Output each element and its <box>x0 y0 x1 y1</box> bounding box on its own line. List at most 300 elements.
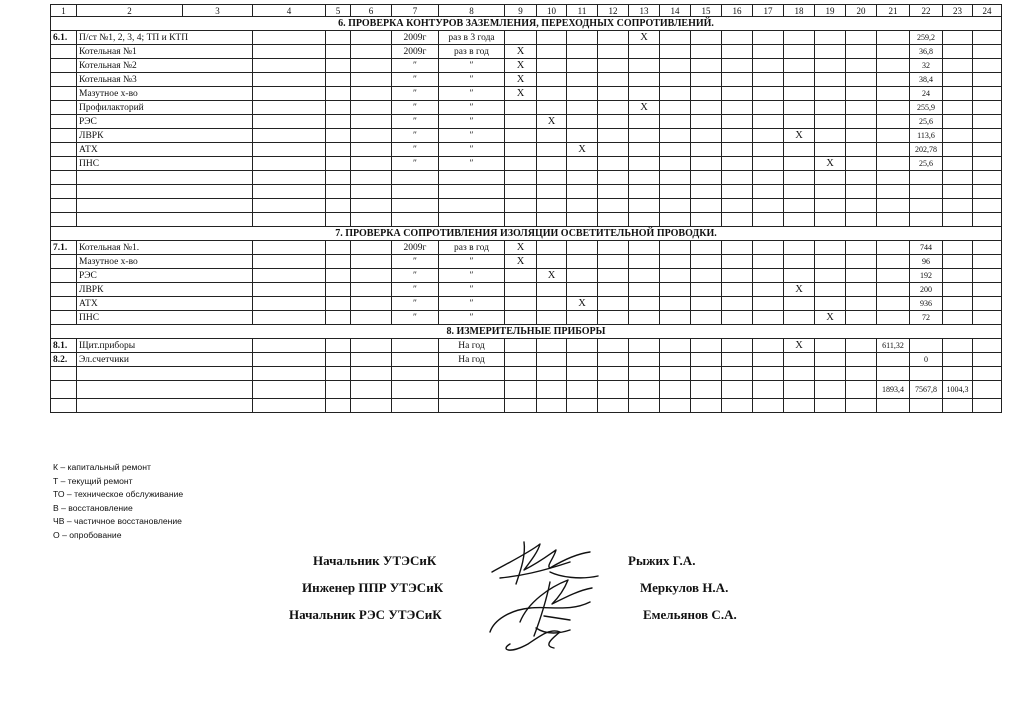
period-cell: ″ <box>439 59 505 73</box>
empty-cell <box>691 31 722 45</box>
empty-cell <box>691 269 722 283</box>
empty-cell <box>877 45 910 59</box>
schedule-mark: Х <box>815 311 846 325</box>
empty-cell <box>253 311 326 325</box>
period-cell: ″ <box>439 269 505 283</box>
empty-cell <box>629 399 660 413</box>
empty-cell <box>973 399 1002 413</box>
empty-cell <box>691 213 722 227</box>
empty-cell <box>660 283 691 297</box>
empty-cell <box>784 213 815 227</box>
empty-cell <box>846 213 877 227</box>
row-number <box>51 101 77 115</box>
empty-cell <box>753 45 784 59</box>
empty-cell <box>784 59 815 73</box>
table-row <box>51 59 1002 73</box>
table-row <box>51 339 1002 353</box>
empty-cell <box>691 185 722 199</box>
object-name: ПНС <box>77 157 253 171</box>
schedule-mark: Х <box>567 297 598 311</box>
empty-cell <box>846 269 877 283</box>
column-number: 7 <box>392 5 439 17</box>
empty-cell <box>629 311 660 325</box>
row-number <box>51 45 77 59</box>
empty-cell <box>598 31 629 45</box>
empty-cell <box>722 45 753 59</box>
empty-cell <box>351 297 392 311</box>
column-number: 8 <box>439 5 505 17</box>
table-row <box>51 87 1002 101</box>
empty-cell <box>629 59 660 73</box>
table-row <box>51 129 1002 143</box>
object-name: Профилакторий <box>77 101 253 115</box>
empty-cell <box>722 129 753 143</box>
table-row <box>51 311 1002 325</box>
empty-cell <box>439 213 505 227</box>
empty-cell <box>629 143 660 157</box>
empty-cell <box>784 171 815 185</box>
empty-cell <box>846 73 877 87</box>
empty-cell <box>326 157 351 171</box>
row-number <box>51 73 77 87</box>
empty-cell <box>537 157 567 171</box>
year-cell: ″ <box>392 283 439 297</box>
empty-cell <box>253 87 326 101</box>
table-row <box>51 241 1002 255</box>
empty-cell <box>351 283 392 297</box>
empty-cell <box>943 339 973 353</box>
empty-cell <box>629 241 660 255</box>
empty-cell <box>326 59 351 73</box>
period-cell: ″ <box>439 311 505 325</box>
empty-cell <box>537 213 567 227</box>
empty-cell <box>943 171 973 185</box>
empty-cell <box>846 311 877 325</box>
empty-cell <box>351 101 392 115</box>
empty-cell <box>722 185 753 199</box>
column-number-row <box>51 5 1002 17</box>
empty-cell <box>722 115 753 129</box>
empty-cell <box>253 297 326 311</box>
schedule-mark: Х <box>567 143 598 157</box>
empty-cell <box>537 59 567 73</box>
empty-cell <box>815 115 846 129</box>
object-name: Эл.счетчики <box>77 353 253 367</box>
empty-cell <box>973 73 1002 87</box>
value-cell: 255,9 <box>910 101 943 115</box>
value-cell: 36,8 <box>910 45 943 59</box>
empty-cell <box>691 367 722 381</box>
table-row <box>51 269 1002 283</box>
value-cell: 32 <box>910 59 943 73</box>
section-title: 6. ПРОВЕРКА КОНТУРОВ ЗАЗЕМЛЕНИЯ, ПЕРЕХОДНЫХ СОПРОТИВЛЕНИЙ. <box>51 17 1002 31</box>
row-number <box>51 115 77 129</box>
object-name: Мазутное х-во <box>77 255 253 269</box>
empty-cell <box>784 269 815 283</box>
year-cell: 2009г <box>392 241 439 255</box>
value-cell: 0 <box>910 353 943 367</box>
empty-cell <box>784 297 815 311</box>
table-row <box>51 297 1002 311</box>
empty-cell <box>815 129 846 143</box>
empty-cell <box>253 255 326 269</box>
empty-cell <box>253 31 326 45</box>
empty-cell <box>973 31 1002 45</box>
empty-cell <box>753 283 784 297</box>
empty-cell <box>77 381 253 399</box>
empty-cell <box>846 185 877 199</box>
empty-cell <box>784 45 815 59</box>
empty-cell <box>943 129 973 143</box>
period-cell: ″ <box>439 297 505 311</box>
empty-cell <box>505 31 537 45</box>
empty-cell <box>629 171 660 185</box>
empty-cell <box>439 367 505 381</box>
table-row <box>51 101 1002 115</box>
empty-cell <box>846 101 877 115</box>
empty-cell <box>660 87 691 101</box>
empty-cell <box>973 87 1002 101</box>
empty-cell <box>392 213 439 227</box>
empty-cell <box>691 199 722 213</box>
empty-cell <box>660 129 691 143</box>
empty-cell <box>629 283 660 297</box>
empty-cell <box>629 157 660 171</box>
empty-cell <box>505 339 537 353</box>
year-cell: ″ <box>392 73 439 87</box>
section-title-row <box>51 227 1002 241</box>
empty-cell <box>973 297 1002 311</box>
empty-cell <box>253 381 326 399</box>
empty-cell <box>351 399 392 413</box>
period-cell: ″ <box>439 157 505 171</box>
empty-cell <box>505 157 537 171</box>
value-cell: 38,4 <box>910 73 943 87</box>
empty-cell <box>846 129 877 143</box>
blank-row <box>51 171 1002 185</box>
schedule-mark: Х <box>629 31 660 45</box>
empty-cell <box>691 143 722 157</box>
value-cell: 24 <box>910 87 943 101</box>
empty-cell <box>660 73 691 87</box>
table-row <box>51 157 1002 171</box>
empty-cell <box>943 157 973 171</box>
legend-item: К – капитальный ремонт <box>53 462 151 472</box>
object-name: Щит.приборы <box>77 339 253 353</box>
empty-cell <box>537 129 567 143</box>
object-name: РЭС <box>77 115 253 129</box>
empty-cell <box>815 73 846 87</box>
empty-cell <box>598 367 629 381</box>
empty-cell <box>598 73 629 87</box>
empty-cell <box>691 311 722 325</box>
object-name: ЛВРК <box>77 129 253 143</box>
row-number <box>51 129 77 143</box>
empty-cell <box>505 199 537 213</box>
empty-cell <box>815 269 846 283</box>
empty-cell <box>598 241 629 255</box>
empty-cell <box>629 269 660 283</box>
empty-cell <box>784 241 815 255</box>
empty-cell <box>567 367 598 381</box>
empty-cell <box>722 297 753 311</box>
year-cell: ″ <box>392 297 439 311</box>
object-name: Мазутное х-во <box>77 87 253 101</box>
empty-cell <box>598 185 629 199</box>
empty-cell <box>392 399 439 413</box>
empty-cell <box>753 241 784 255</box>
empty-cell <box>973 45 1002 59</box>
empty-cell <box>973 381 1002 399</box>
empty-cell <box>877 59 910 73</box>
column-number: 20 <box>846 5 877 17</box>
empty-cell <box>943 31 973 45</box>
empty-cell <box>943 255 973 269</box>
column-number: 18 <box>784 5 815 17</box>
empty-cell <box>722 31 753 45</box>
empty-cell <box>567 199 598 213</box>
empty-cell <box>846 199 877 213</box>
value-cell: 936 <box>910 297 943 311</box>
year-cell: ″ <box>392 255 439 269</box>
empty-cell <box>943 297 973 311</box>
empty-cell <box>815 381 846 399</box>
empty-cell <box>537 143 567 157</box>
empty-cell <box>51 381 77 399</box>
empty-cell <box>973 353 1002 367</box>
column-number: 3 <box>183 5 253 17</box>
empty-cell <box>943 199 973 213</box>
empty-cell <box>691 283 722 297</box>
empty-cell <box>253 185 326 199</box>
empty-cell <box>846 143 877 157</box>
year-cell: ″ <box>392 311 439 325</box>
empty-cell <box>629 45 660 59</box>
empty-cell <box>326 87 351 101</box>
empty-cell <box>598 171 629 185</box>
empty-cell <box>691 73 722 87</box>
object-name: РЭС <box>77 269 253 283</box>
empty-cell <box>691 101 722 115</box>
empty-cell <box>253 171 326 185</box>
empty-cell <box>253 45 326 59</box>
empty-cell <box>326 399 351 413</box>
empty-cell <box>691 171 722 185</box>
empty-cell <box>660 255 691 269</box>
empty-cell <box>392 381 439 399</box>
value-cell: 72 <box>910 311 943 325</box>
empty-cell <box>537 311 567 325</box>
empty-cell <box>815 353 846 367</box>
empty-cell <box>351 367 392 381</box>
empty-cell <box>691 399 722 413</box>
empty-cell <box>943 87 973 101</box>
column-number: 6 <box>351 5 392 17</box>
empty-cell <box>877 171 910 185</box>
empty-cell <box>77 185 253 199</box>
empty-cell <box>567 269 598 283</box>
empty-cell <box>943 213 973 227</box>
empty-cell <box>846 115 877 129</box>
empty-cell <box>877 241 910 255</box>
empty-cell <box>253 339 326 353</box>
empty-cell <box>691 129 722 143</box>
row-number <box>51 157 77 171</box>
empty-cell <box>722 381 753 399</box>
row-number <box>51 311 77 325</box>
empty-cell <box>537 199 567 213</box>
section-title: 8. ИЗМЕРИТЕЛЬНЫЕ ПРИБОРЫ <box>51 325 1002 339</box>
empty-cell <box>537 45 567 59</box>
empty-cell <box>973 101 1002 115</box>
empty-cell <box>722 157 753 171</box>
empty-cell <box>598 59 629 73</box>
empty-cell <box>691 45 722 59</box>
empty-cell <box>351 255 392 269</box>
empty-cell <box>784 199 815 213</box>
period-cell: раз в год <box>439 241 505 255</box>
empty-cell <box>326 353 351 367</box>
empty-cell <box>505 213 537 227</box>
empty-cell <box>784 185 815 199</box>
empty-cell <box>691 157 722 171</box>
empty-cell <box>537 73 567 87</box>
empty-cell <box>877 101 910 115</box>
empty-cell <box>351 381 392 399</box>
empty-cell <box>351 115 392 129</box>
empty-cell <box>598 255 629 269</box>
empty-cell <box>722 255 753 269</box>
empty-cell <box>691 59 722 73</box>
empty-cell <box>877 157 910 171</box>
empty-cell <box>629 73 660 87</box>
section-title: 7. ПРОВЕРКА СОПРОТИВЛЕНИЯ ИЗОЛЯЦИИ ОСВЕТИТЕЛЬНОЙ ПРОВОДКИ. <box>51 227 1002 241</box>
empty-cell <box>973 367 1002 381</box>
value-cell: 96 <box>910 255 943 269</box>
empty-cell <box>753 129 784 143</box>
empty-cell <box>784 157 815 171</box>
empty-cell <box>351 45 392 59</box>
empty-cell <box>392 171 439 185</box>
object-name: П/ст №1, 2, 3, 4; ТП и КТП <box>77 31 253 45</box>
empty-cell <box>753 115 784 129</box>
empty-cell <box>351 31 392 45</box>
empty-cell <box>253 115 326 129</box>
empty-cell <box>51 399 77 413</box>
section-title-row <box>51 325 1002 339</box>
empty-cell <box>973 213 1002 227</box>
object-name: АТХ <box>77 143 253 157</box>
empty-cell <box>567 101 598 115</box>
column-number: 16 <box>722 5 753 17</box>
row-number <box>51 297 77 311</box>
row-number: 6.1. <box>51 31 77 45</box>
empty-cell <box>598 143 629 157</box>
empty-cell <box>784 73 815 87</box>
empty-cell <box>910 367 943 381</box>
empty-cell <box>973 185 1002 199</box>
empty-cell <box>439 185 505 199</box>
empty-cell <box>439 199 505 213</box>
empty-cell <box>784 399 815 413</box>
empty-cell <box>598 269 629 283</box>
column-number: 12 <box>598 5 629 17</box>
empty-cell <box>567 73 598 87</box>
schedule-mark: Х <box>629 101 660 115</box>
empty-cell <box>943 185 973 199</box>
empty-cell <box>326 311 351 325</box>
empty-cell <box>567 115 598 129</box>
empty-cell <box>815 283 846 297</box>
empty-cell <box>537 171 567 185</box>
empty-cell <box>567 255 598 269</box>
empty-cell <box>846 353 877 367</box>
schedule-mark: Х <box>505 255 537 269</box>
empty-cell <box>660 185 691 199</box>
empty-cell <box>877 399 910 413</box>
empty-cell <box>537 185 567 199</box>
year-cell: ″ <box>392 115 439 129</box>
empty-cell <box>815 199 846 213</box>
total-21: 1893,4 <box>877 381 910 399</box>
empty-cell <box>753 31 784 45</box>
column-number: 19 <box>815 5 846 17</box>
empty-cell <box>943 101 973 115</box>
empty-cell <box>910 399 943 413</box>
empty-cell <box>326 269 351 283</box>
value-cell: 25,6 <box>910 115 943 129</box>
empty-cell <box>943 45 973 59</box>
empty-cell <box>660 399 691 413</box>
empty-cell <box>326 297 351 311</box>
empty-cell <box>629 129 660 143</box>
empty-cell <box>753 171 784 185</box>
empty-cell <box>722 311 753 325</box>
legend-item: В – восстановление <box>53 502 133 513</box>
empty-cell <box>753 101 784 115</box>
schedule-mark: Х <box>505 241 537 255</box>
period-cell: ″ <box>439 283 505 297</box>
empty-cell <box>77 171 253 185</box>
value-cell: 259,2 <box>910 31 943 45</box>
table-row <box>51 31 1002 45</box>
empty-cell <box>846 399 877 413</box>
empty-cell <box>973 59 1002 73</box>
empty-cell <box>439 171 505 185</box>
year-cell: 2009г <box>392 31 439 45</box>
empty-cell <box>846 87 877 101</box>
row-number <box>51 87 77 101</box>
empty-cell <box>629 199 660 213</box>
empty-cell <box>846 31 877 45</box>
blank-row <box>51 199 1002 213</box>
empty-cell <box>77 213 253 227</box>
empty-cell <box>660 31 691 45</box>
column-number: 22 <box>910 5 943 17</box>
value-cell: 202,78 <box>910 143 943 157</box>
empty-cell <box>77 399 253 413</box>
empty-cell <box>598 399 629 413</box>
empty-cell <box>973 115 1002 129</box>
schedule-mark: Х <box>537 269 567 283</box>
column-number: 11 <box>567 5 598 17</box>
row-number <box>51 59 77 73</box>
empty-cell <box>505 185 537 199</box>
empty-cell <box>753 269 784 283</box>
empty-cell <box>505 297 537 311</box>
empty-cell <box>629 381 660 399</box>
empty-cell <box>815 171 846 185</box>
